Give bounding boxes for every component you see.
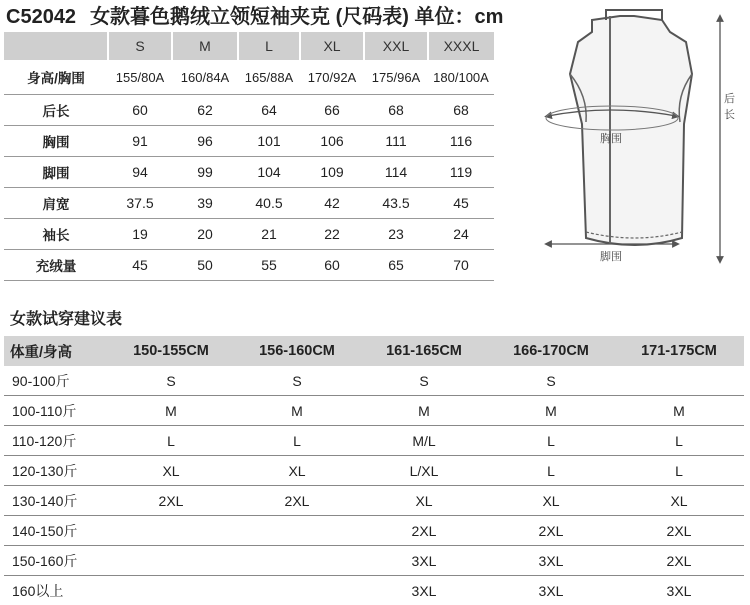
size-cell: 104 [238,157,300,188]
fit-cell: 3XL [488,546,614,576]
size-table-row [4,250,494,281]
size-header-blank [4,32,108,60]
size-row-label: 肩宽 [4,188,108,219]
fit-cell [234,516,360,546]
size-cell: 40.5 [238,188,300,219]
size-cell: 106 [300,126,364,157]
fit-cell [234,546,360,576]
size-cell: 45 [428,188,494,219]
size-cell: 170/92A [300,60,364,95]
fit-table-row [4,456,744,486]
fit-header-cell: 171-175CM [614,336,744,366]
size-cell: 45 [108,250,172,281]
fit-cell: 3XL [614,576,744,605]
fit-cell: 2XL [360,516,488,546]
fit-cell: M [614,396,744,426]
fit-cell [614,366,744,396]
fit-header-cell: 156-160CM [234,336,360,366]
size-cell: 175/96A [364,60,428,95]
back-length-label-1: 后 [724,92,735,105]
size-table-row [4,157,494,188]
size-table-row [4,95,494,126]
vest-outline [570,10,692,245]
size-row-label: 胸围 [4,126,108,157]
size-table-row [4,60,494,95]
fit-cell: S [488,366,614,396]
size-cell: 60 [108,95,172,126]
fit-cell: L [614,426,744,456]
size-cell: 64 [238,95,300,126]
fit-cell [108,546,234,576]
fit-cell: M [108,396,234,426]
fit-cell: L [614,456,744,486]
size-cell: 21 [238,219,300,250]
fit-cell: S [108,366,234,396]
size-table-row [4,219,494,250]
size-cell: 55 [238,250,300,281]
fit-cell: XL [488,486,614,516]
size-cell: 20 [172,219,238,250]
fit-row-label: 90-100斤 [4,366,108,396]
size-cell: 62 [172,95,238,126]
fit-row-label: 100-110斤 [4,396,108,426]
size-cell: 94 [108,157,172,188]
fit-row-label: 140-150斤 [4,516,108,546]
fit-table-row [4,516,744,546]
size-cell: 37.5 [108,188,172,219]
fit-table-title: 女款试穿建议表 [10,306,122,329]
size-cell: 101 [238,126,300,157]
size-cell: 23 [364,219,428,250]
size-cell: 60 [300,250,364,281]
fit-row-label: 150-160斤 [4,546,108,576]
size-cell: 111 [364,126,428,157]
size-header-cell: M [172,32,238,60]
size-header-cell: S [108,32,172,60]
fit-cell: XL [234,456,360,486]
size-cell: 39 [172,188,238,219]
fit-cell: M [360,396,488,426]
size-table [4,32,494,281]
size-row-label: 后长 [4,95,108,126]
fit-row-label: 160以上 [4,576,108,605]
fit-header-cell: 150-155CM [108,336,234,366]
fit-cell: 2XL [234,486,360,516]
size-cell: 24 [428,219,494,250]
size-row-label: 袖长 [4,219,108,250]
size-header-row [4,32,494,60]
fit-table-row [4,576,744,605]
product-title: 女款暮色鹅绒立领短袖夹克 (尺码表) [90,6,409,28]
fit-cell [108,516,234,546]
fit-cell: 3XL [360,546,488,576]
unit-label: 单位：cm [415,6,504,28]
size-cell: 68 [428,95,494,126]
back-length-label-2: 长 [724,108,735,121]
size-cell: 19 [108,219,172,250]
fit-cell: L [488,426,614,456]
fit-cell: L [234,426,360,456]
size-header-cell: XL [300,32,364,60]
size-cell: 42 [300,188,364,219]
size-cell: 22 [300,219,364,250]
fit-cell: 2XL [108,486,234,516]
fit-cell [234,576,360,605]
fit-table-row [4,396,744,426]
size-header-cell: XXL [364,32,428,60]
fit-cell: L [108,426,234,456]
fit-row-label: 130-140斤 [4,486,108,516]
fit-cell [108,576,234,605]
size-cell: 116 [428,126,494,157]
size-row-label: 脚围 [4,157,108,188]
fit-cell: XL [108,456,234,486]
size-header-cell: L [238,32,300,60]
size-cell: 119 [428,157,494,188]
fit-header-row [4,336,744,366]
fit-cell: L [488,456,614,486]
fit-cell: S [360,366,488,396]
fit-row-label: 120-130斤 [4,456,108,486]
fit-header-cell: 166-170CM [488,336,614,366]
size-cell: 91 [108,126,172,157]
fit-table-row [4,546,744,576]
fit-cell: 2XL [488,516,614,546]
fit-cell: M [234,396,360,426]
size-row-label: 充绒量 [4,250,108,281]
size-cell: 109 [300,157,364,188]
fit-table-row [4,486,744,516]
fit-cell: 2XL [614,546,744,576]
size-cell: 155/80A [108,60,172,95]
size-header-cell: XXXL [428,32,494,60]
fit-cell: XL [360,486,488,516]
fit-cell: M [488,396,614,426]
size-cell: 70 [428,250,494,281]
fit-cell: XL [614,486,744,516]
fit-header-cell: 161-165CM [360,336,488,366]
fit-header-cell: 体重/身高 [4,336,108,366]
size-cell: 50 [172,250,238,281]
size-cell: 96 [172,126,238,157]
size-cell: 99 [172,157,238,188]
size-cell: 68 [364,95,428,126]
vest-diagram [520,4,746,266]
fit-cell: 2XL [614,516,744,546]
size-table-row [4,188,494,219]
size-cell: 66 [300,95,364,126]
size-cell: 65 [364,250,428,281]
product-code: C52042 [6,6,76,28]
size-row-label: 身高/胸围 [4,60,108,95]
chest-label: 胸围 [600,131,622,145]
fit-cell: 3XL [360,576,488,605]
page-title [6,4,503,30]
fit-cell: S [234,366,360,396]
size-cell: 160/84A [172,60,238,95]
size-cell: 165/88A [238,60,300,95]
size-cell: 43.5 [364,188,428,219]
size-cell: 114 [364,157,428,188]
fit-row-label: 110-120斤 [4,426,108,456]
size-cell: 180/100A [428,60,494,95]
fit-cell: 3XL [488,576,614,605]
fit-table-row [4,426,744,456]
fit-table [4,336,744,605]
fit-cell: L/XL [360,456,488,486]
size-table-row [4,126,494,157]
fit-cell: M/L [360,426,488,456]
fit-table-row [4,366,744,396]
hem-label: 脚围 [600,249,622,263]
